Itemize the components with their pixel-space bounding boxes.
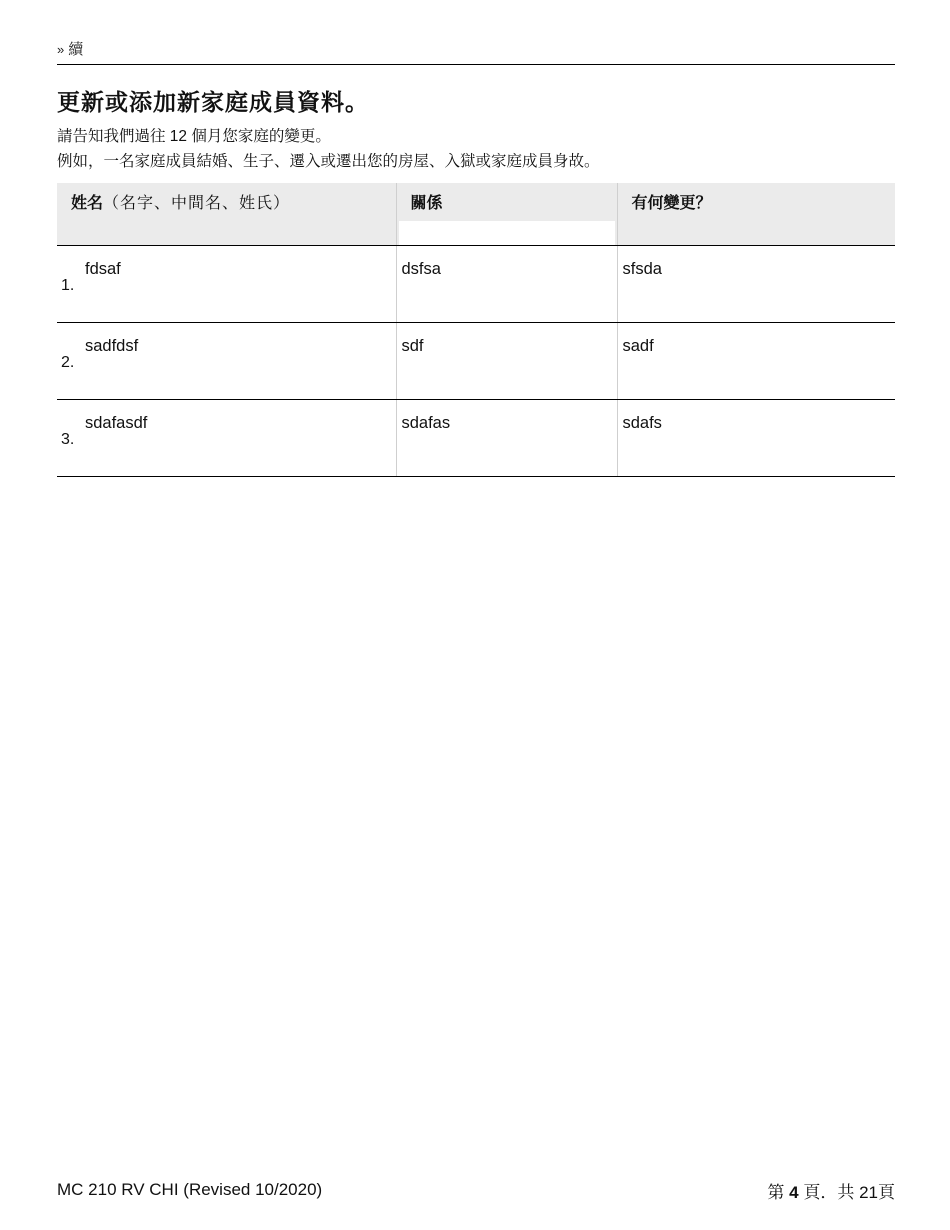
table-row — [57, 323, 895, 400]
intro-line-2: 例如，一名家庭成員結婚、生子、遷入或遷出您的房屋、入獄或家庭成員身故。 — [57, 153, 600, 170]
section-intro — [57, 124, 600, 174]
name-value: sdafasdf — [85, 414, 148, 432]
column-header-name — [57, 183, 396, 246]
page-current: 4 — [789, 1183, 799, 1202]
name-field[interactable] — [57, 323, 396, 400]
form-page — [57, 0, 895, 1230]
change-value: sadf — [622, 337, 654, 355]
column-header-change-label: 有何變更？ — [631, 195, 712, 212]
name-field[interactable] — [57, 400, 396, 477]
page-mid: 頁．共 — [803, 1183, 855, 1202]
double-chevron-right-icon: » — [57, 42, 65, 57]
page-suffix: 頁 — [878, 1183, 895, 1202]
table-row — [57, 400, 895, 477]
change-value: sfsda — [622, 260, 662, 278]
relationship-value: sdafas — [401, 414, 451, 432]
column-header-relationship — [396, 183, 617, 246]
name-field[interactable] — [57, 246, 396, 323]
row-number: 2. — [61, 354, 75, 371]
continued-marker — [57, 38, 83, 59]
intro-line-1: 請告知我們過往 12 個月您家庭的變更。 — [57, 128, 331, 145]
name-value: sadfdsf — [85, 337, 139, 355]
change-field[interactable] — [617, 246, 895, 323]
table-row — [57, 246, 895, 323]
form-id: MC 210 RV CHI (Revised 10/2020) — [57, 1180, 323, 1199]
page-total: 21 — [859, 1183, 878, 1202]
table-header-row — [57, 183, 895, 246]
section-title: 更新或添加新家庭成員資料。 — [57, 89, 369, 115]
change-field[interactable] — [617, 400, 895, 477]
row-number: 3. — [61, 431, 75, 448]
column-header-change — [617, 183, 895, 246]
household-members-table — [57, 183, 895, 477]
row-number: 1. — [61, 277, 75, 294]
change-field[interactable] — [617, 323, 895, 400]
name-value: fdsaf — [85, 260, 121, 278]
continued-label: 續 — [68, 41, 84, 58]
column-header-name-main: 姓名 — [71, 195, 104, 212]
column-header-relationship-label: 關係 — [410, 195, 443, 212]
relationship-field[interactable] — [396, 246, 617, 323]
change-value: sdafs — [622, 414, 662, 432]
page-counter — [767, 1178, 895, 1203]
relationship-value: dsfsa — [401, 260, 441, 278]
column-header-name-sub: （名字、中間名、姓氏） — [103, 195, 291, 212]
header-divider — [57, 64, 895, 65]
page-prefix: 第 — [767, 1183, 785, 1202]
relationship-field[interactable] — [396, 400, 617, 477]
relationship-field[interactable] — [396, 323, 617, 400]
relationship-header-input-strip — [399, 221, 615, 245]
relationship-value: sdf — [401, 337, 424, 355]
